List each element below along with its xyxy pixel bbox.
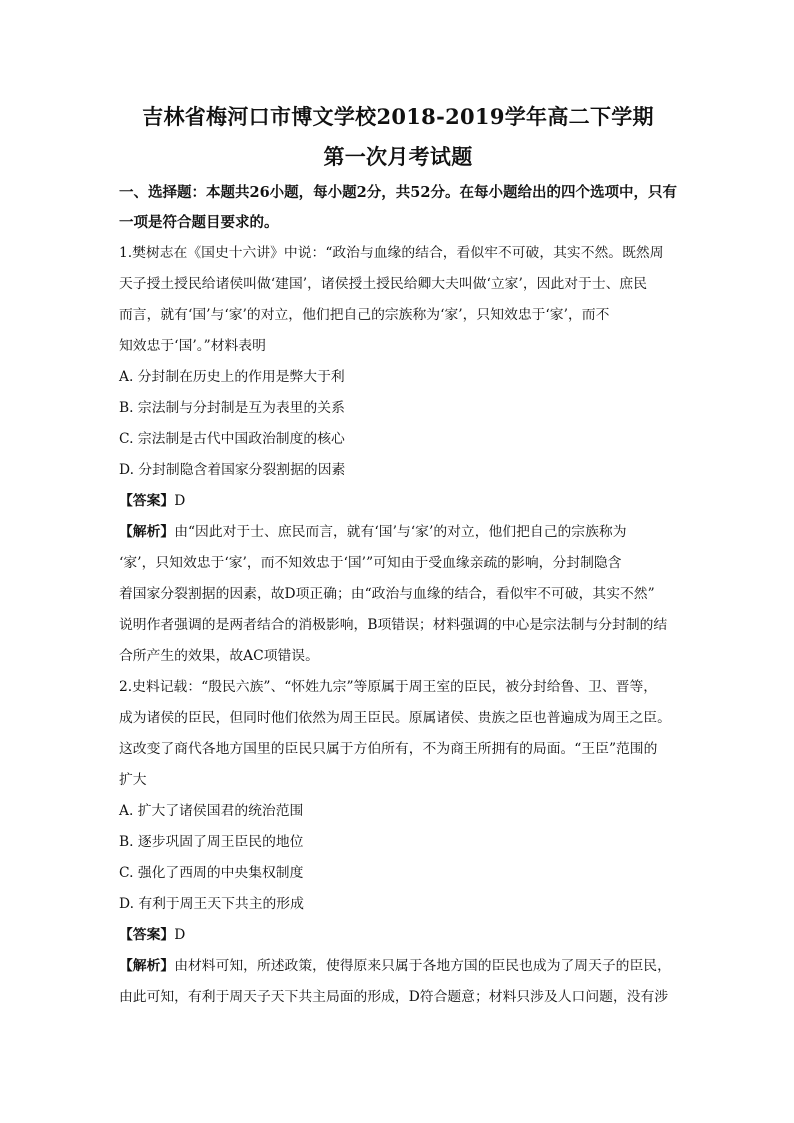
answer-line	[119, 920, 677, 951]
analysis-tag: 【解析】	[119, 958, 175, 974]
document-page	[119, 98, 677, 1013]
answer-tag: 【答案】	[119, 493, 175, 509]
option-a: A. 扩大了诸侯国君的统治范围	[119, 803, 304, 819]
option-a: A. 分封制在历史上的作用是弊大于利	[119, 369, 345, 385]
analysis-line: 由材料可知，所述政策，使得原来只属于各地方国的臣民也成为了周天子的臣民，	[174, 958, 671, 974]
answer-tag: 【答案】	[119, 927, 175, 943]
section-heading	[119, 178, 677, 238]
analysis-tag: 【解析】	[119, 524, 175, 540]
analysis-line: 说明作者强调的是两者结合的消极影响，B项错误；材料强调的中心是宗法制与分封制的结	[119, 617, 668, 633]
analysis-line: 合所产生的效果，故AC项错误。	[119, 648, 319, 664]
question-stem	[119, 672, 677, 796]
answer-value: D	[174, 927, 186, 943]
stem-line: 知效忠于‘国’。”材料表明	[119, 338, 266, 354]
section-heading-line: 一、选择题：本题共26小题，每小题2分，共52分。在每小题给出的四个选项中，只有	[119, 184, 677, 201]
question-1	[119, 238, 677, 672]
question-stem	[119, 238, 677, 362]
stem-line: 1.樊树志在《国史十六讲》中说：“政治与血缘的结合，看似牢不可破，其实不然。既然周	[119, 245, 664, 261]
stem-line: 成为诸侯的臣民，但同时他们依然为周王臣民。原属诸侯、贵族之臣也普遍成为周王之臣。	[119, 710, 671, 726]
document-title: 吉林省梅河口市博文学校2018-2019学年高二下学期	[142, 104, 654, 129]
option-c: C. 强化了西周的中央集权制度	[119, 865, 304, 881]
stem-line: 2.史料记载：“殷民六族”、“怀姓九宗”等原属于周王室的臣民，被分封给鲁、卫、晋等，	[119, 679, 658, 695]
answer-line	[119, 486, 677, 517]
analysis	[119, 951, 677, 1013]
analysis-line: 由“因此对于士、庶民而言，就有‘国’与‘家’的对立，他们把自己的宗族称为	[174, 524, 627, 540]
section-heading-line: 一项是符合题目要求的。	[119, 214, 279, 231]
analysis-line: ‘家’，只知效忠于‘家’，而不知效忠于‘国’”可知由于受血缘亲疏的影响，分封制隐含	[119, 555, 622, 571]
option-d: D. 分封制隐含着国家分裂割据的因素	[119, 462, 346, 478]
stem-line: 而言，就有‘国’与‘家’的对立，他们把自己的宗族称为‘家’，只知效忠于‘家’，而不	[119, 307, 610, 323]
stem-line: 这改变了商代各地方国里的臣民只属于方伯所有，不为商王所拥有的局面。“王臣”范围的	[119, 741, 658, 757]
option-b: B. 宗法制与分封制是互为表里的关系	[119, 400, 345, 416]
analysis-line: 由此可知，有利于周天子天下共主局面的形成，D符合题意；材料只涉及人口问题，没有涉	[119, 989, 669, 1005]
stem-line: 扩大	[119, 772, 147, 788]
option-d: D. 有利于周王天下共主的形成	[119, 896, 304, 912]
question-2	[119, 672, 677, 1013]
analysis	[119, 517, 677, 672]
document-subtitle: 第一次月考试题	[323, 144, 473, 169]
option-c: C. 宗法制是古代中国政治制度的核心	[119, 431, 345, 447]
analysis-line: 着国家分裂割据的因素，故D项正确；由“政治与血缘的结合，看似牢不可破，其实不然”	[119, 586, 655, 602]
option-b: B. 逐步巩固了周王臣民的地位	[119, 834, 304, 850]
answer-value: D	[174, 493, 186, 509]
stem-line: 天子授土授民给诸侯叫做‘建国’，诸侯授土授民给卿大夫叫做‘立家’，因此对于士、庶民	[119, 276, 648, 292]
